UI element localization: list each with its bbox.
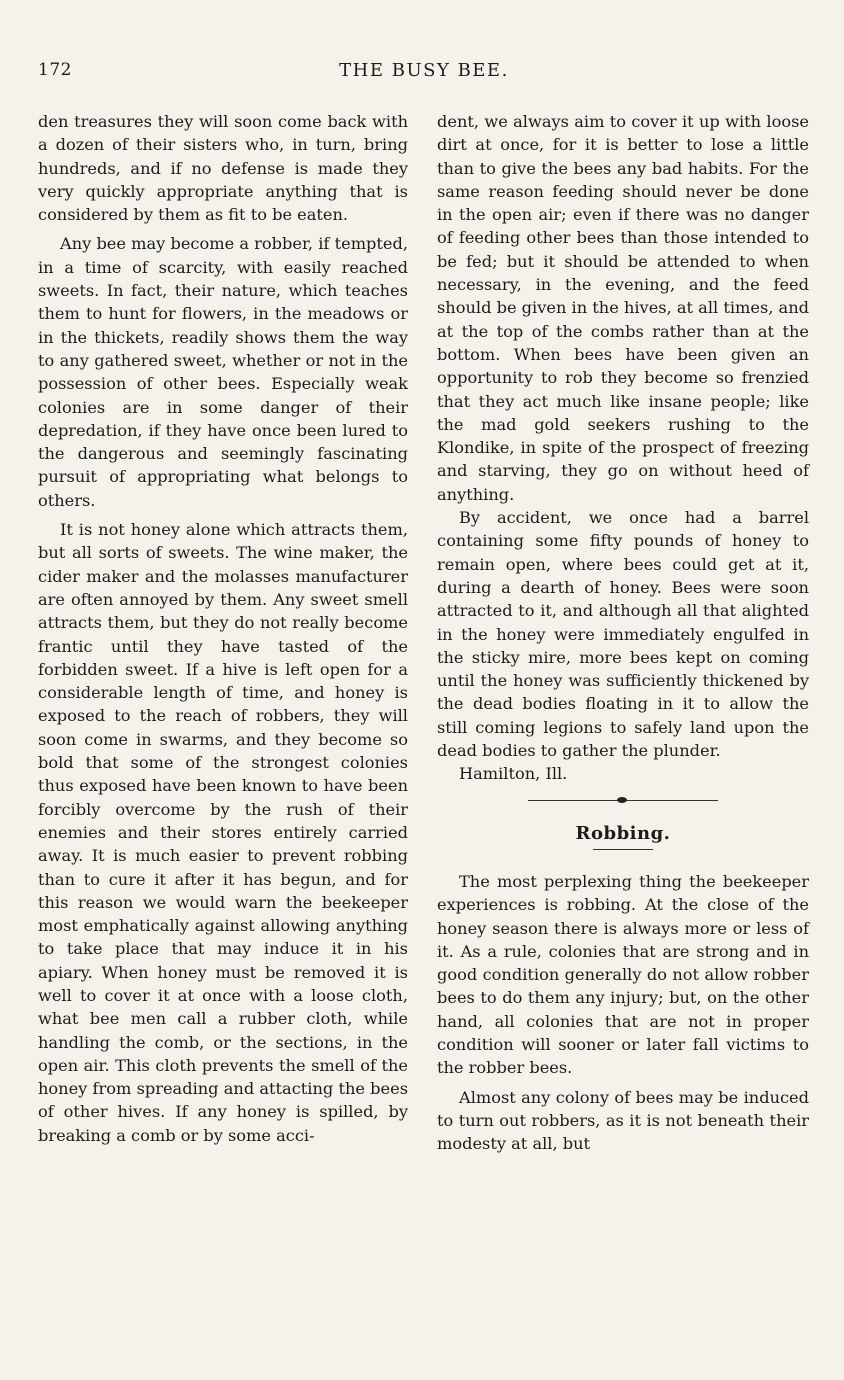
- running-title: THE BUSY BEE.: [339, 60, 509, 81]
- paragraph: Almost any colony of bees may be induced to turn out robbers, as it is not beneath their modesty at all, but: [437, 1087, 809, 1154]
- paragraph: The most perplexing thing the beekeeper experiences is robbing. At the close of the honey season there is always more or less of it. As a rule, colonies that are strong and in good condition generally do not allow robber bees to do them any injury; but, on the other hand, all colonies that are not in proper condition will sooner or later fall victims to the robber bees.: [437, 871, 809, 1078]
- page-header: [38, 60, 810, 90]
- paragraph: dent, we always aim to cover it up with loose dirt at once, for it is better to lose a little than to give the bees any bad habits. For the same reason feeding should never be done in the open air; even if there was no danger of feeding other bees than those intended to be fed; but it should be attended to when necessary, in the evening, and the feed should be given in the hives, at all times, and at the top of the combs rather than at the bottom. When bees have been given an opportunity to rob they become so frenzied that they act much like insane people; like the mad gold seekers rushing to the Klondike, in spite of the prospect of freezing and starving, they go on without heed of anything.: [437, 112, 809, 504]
- right-column: [437, 110, 809, 1155]
- paragraph: den treasures they will soon come back with a dozen of their sisters who, in turn, bring hundreds, and if no defense is made they very quickly appropriate anything that is considered by them as fit to be eaten.: [38, 112, 408, 225]
- paragraph: Any bee may become a robber, if tempted, in a time of scarcity, with easily reached sweets. In fact, their nature, which teaches them to hunt for flowers, in the meadows or in the thickets, readily shows them the way to any gathered sweet, whether or not in the possession of other bees. Especially weak colonies are in some danger of their depredation, if they have once been lured to the dangerous and seemingly fascinating pursuit of appropriating what belongs to others.: [38, 234, 408, 510]
- page-number: 172: [38, 60, 72, 80]
- paragraph: By accident, we once had a barrel containing some fifty pounds of honey to remain open, where bees could get at it, during a dearth of honey. Bees were soon attracted to it, and although all that alighted in the honey were immediately engulfed in the sticky mire, more bees kept on coming until the honey was sufficiently thickened by the dead bodies floating in it to allow the still coming legions to safely land upon the dead bodies to gather the plunder.: [437, 508, 809, 761]
- left-column: [38, 110, 408, 1147]
- section-title: Robbing.: [575, 822, 671, 844]
- title-underline: [593, 849, 653, 850]
- section-divider-ornament: [528, 794, 718, 806]
- signoff-location: Hamilton, Ill.: [459, 764, 568, 784]
- paragraph: It is not honey alone which attracts them, but all sorts of sweets. The wine maker, the cider maker and the molasses manufacturer are often annoyed by them. Any sweet smell attracts them, but they do not really become frantic until they have tasted of the forbidden sweet. If a hive is left open for a considerable length of time, and honey is exposed to the reach of robbers, they will soon come in swarms, and they become so bold that some of the strongest colonies thus exposed have been known to have been forcibly overcome by the rush of their enemies and their stores entirely carried away. It is much easier to prevent robbing than to cure it after it has begun, and for this reason we would warn the beekeeper most emphatically against allowing anything to take place that may induce it in his apiary. When honey must be removed it is well to cover it at once with a loose cloth, what bee men call a rubber cloth, while handling the comb, or the sections, in the open air. This cloth prevents the smell of the honey from spreading and attacting the bees of other hives. If any honey is spilled, by breaking a comb or by some acci-: [38, 520, 408, 1145]
